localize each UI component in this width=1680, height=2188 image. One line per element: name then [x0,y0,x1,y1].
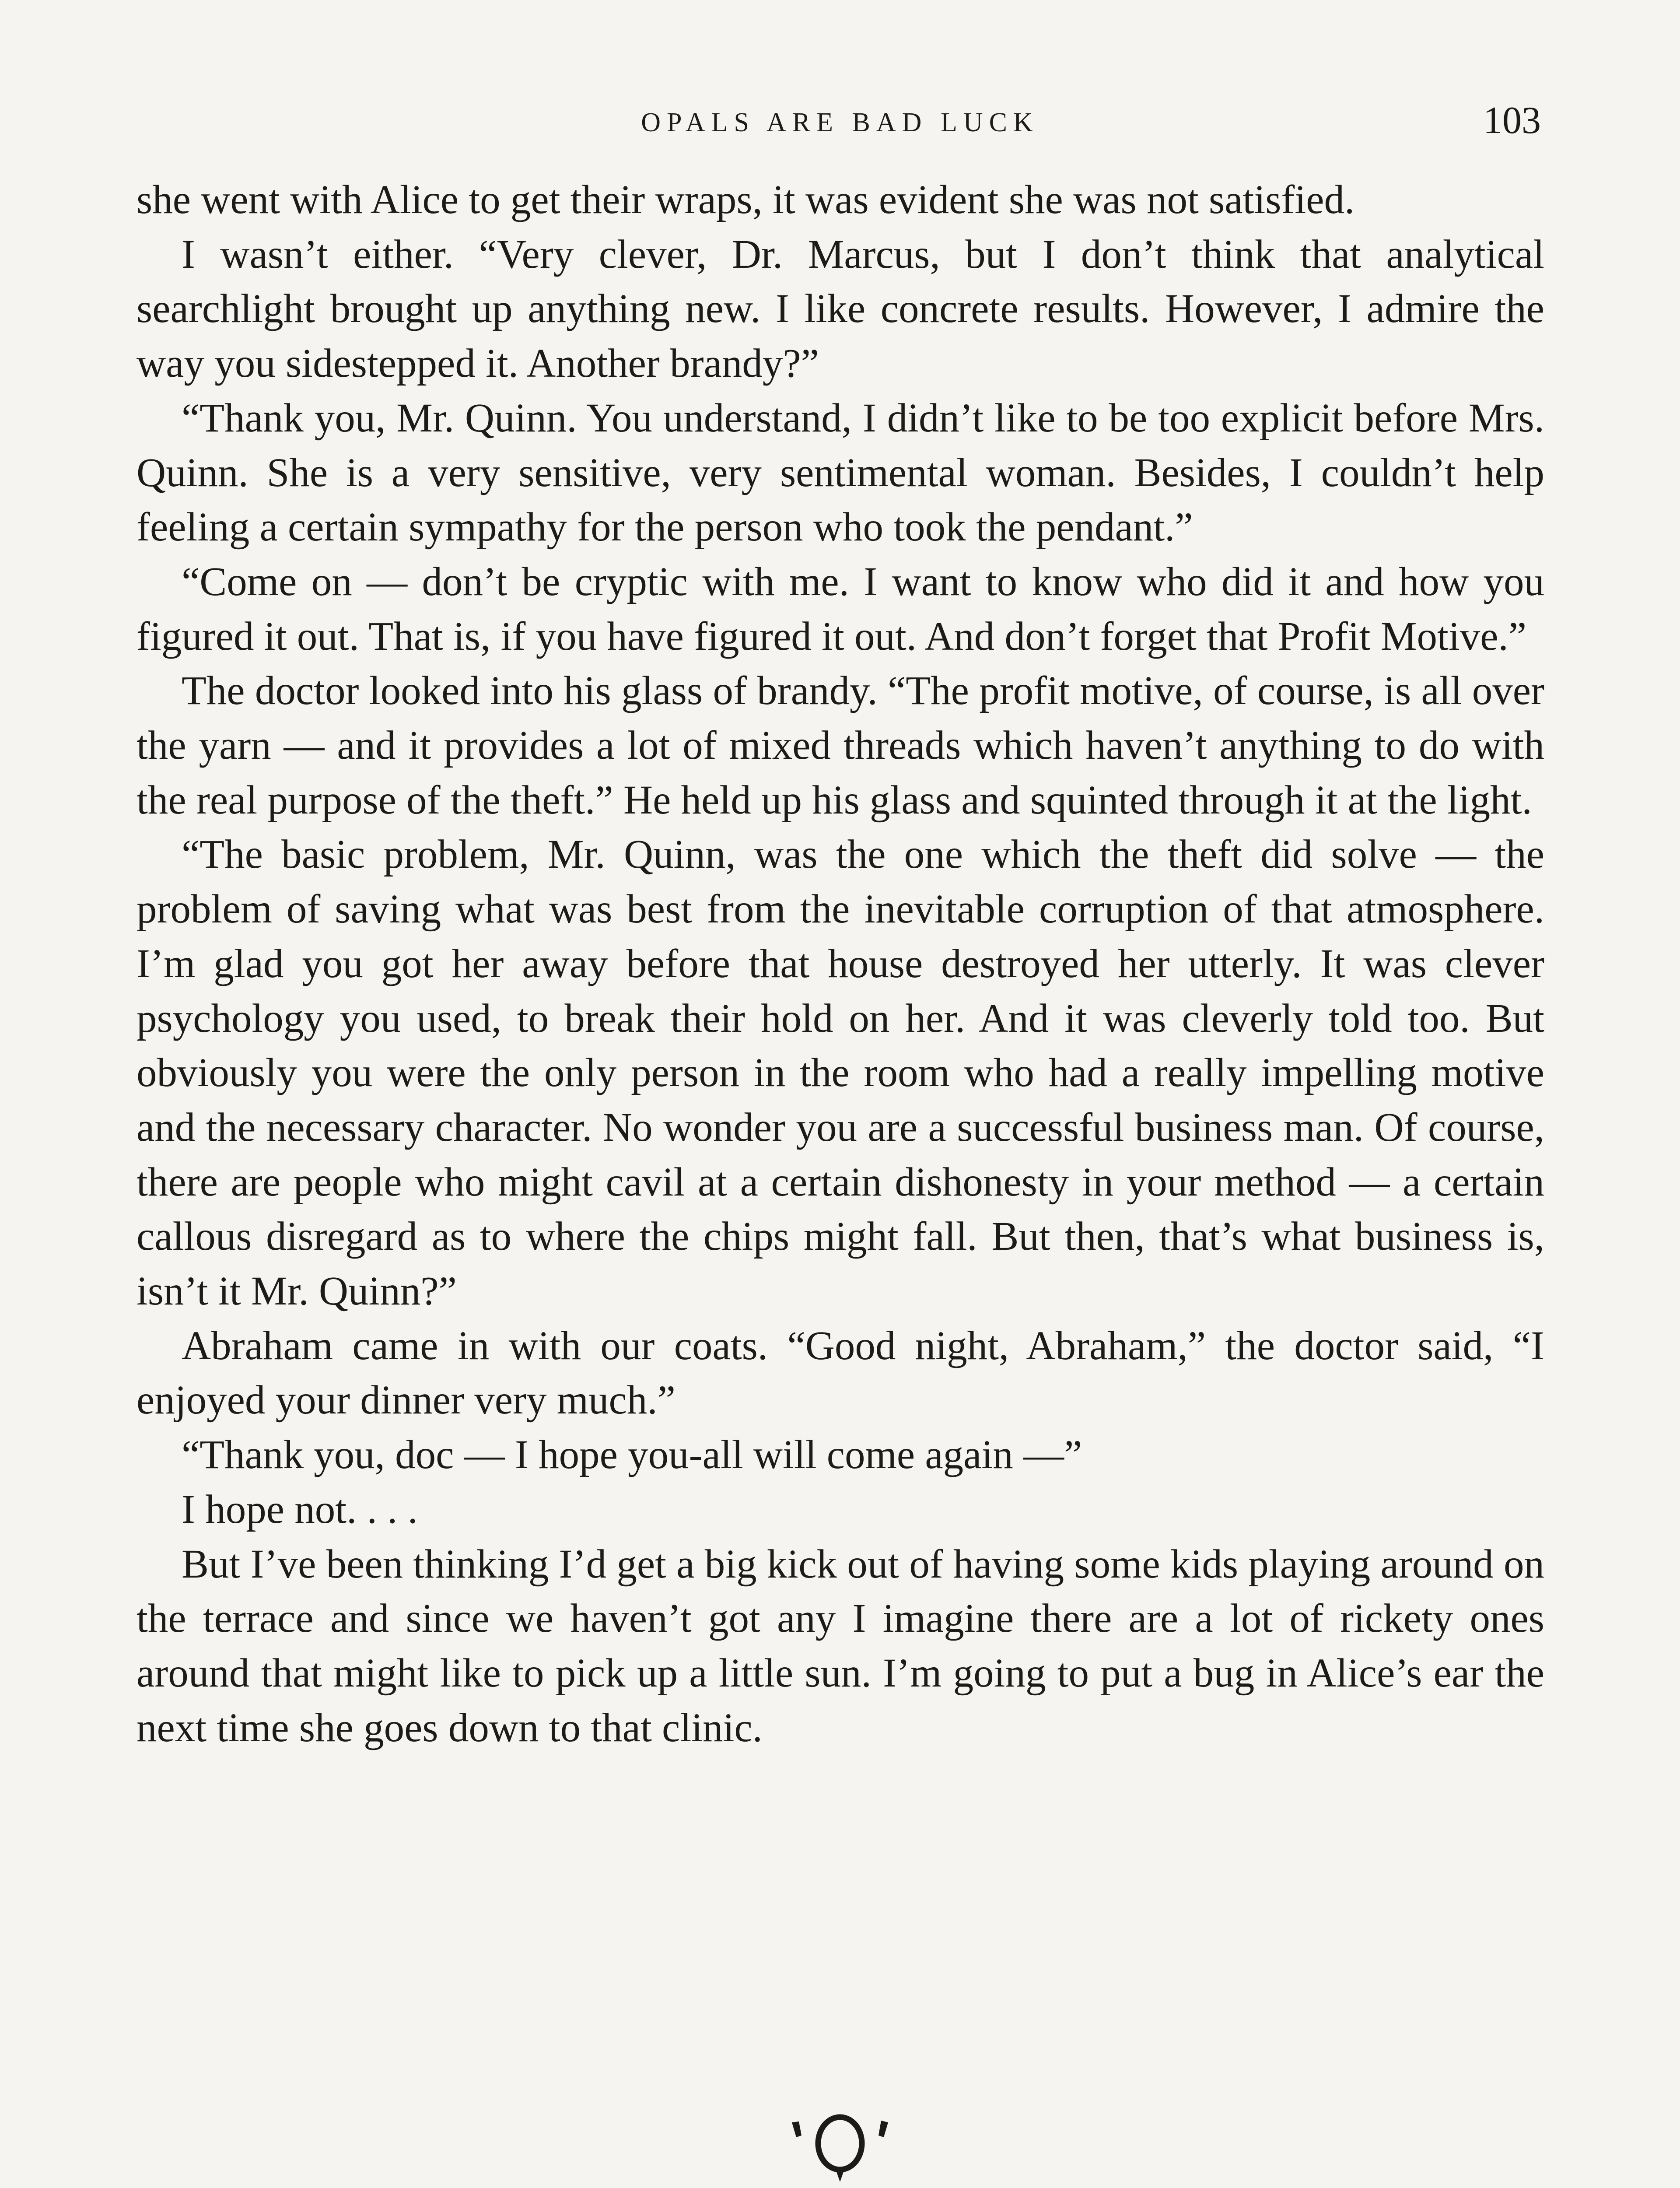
paragraph: she went with Alice to get their wraps, it was evident she was not satisfied. [136,177,1355,222]
running-title: OPALS ARE BAD LUCK [641,108,1039,137]
page-header [0,98,1680,151]
paragraph: “Come on — don’t be cryptic with me. I want to know who did it and how you figured it out. That is, if you have figured it out. And don’t forget that Profit Motive.” [136,559,1544,659]
paragraph: Abraham came in with our coats. “Good night, Abraham,” the doctor said, “I enjoyed your dinner very much.” [136,1323,1544,1423]
paragraph: “Thank you, Mr. Quinn. You understand, I didn’t like to be too explicit before Mrs. Quinn. She is a very sensitive, very sentimental woman. Besides, I couldn’t help feeling a certain sympathy for the person who took the pendant.” [136,395,1544,550]
opal-ring-icon [774,2105,906,2184]
page-number: 103 [1483,99,1541,142]
paragraph: The doctor looked into his glass of brandy. “The profit motive, of course, is all over the yarn — and it provides a lot of mixed threads which haven’t anything to do with the real purpose of the theft.” He held up his glass and squinted through it at the light. [136,668,1544,823]
body-text [136,173,1544,1755]
paragraph: I hope not. . . . [182,1487,418,1532]
paragraph: I wasn’t either. “Very clever, Dr. Marcus, but I don’t think that analytical searchlight brought up anything new. I like concrete results. However, I admire the way you sidestepped it. Another brandy?” [136,231,1544,386]
paragraph: “The basic problem, Mr. Quinn, was the one which the theft did solve — the problem of saving what was best from the inevitable corruption of that atmosphere. I’m glad you got her away before that house destroyed her utterly. It was clever psychology you used, to break their hold on her. And it was cleverly told too. But obviously you were the only person in the room who had a really impelling motive and the necessary character. No wonder you are a successful business man. Of course, there are people who might cavil at a certain dishonesty in your method — a certain callous disregard as to where the chips might fall. But then, that’s what business is, isn’t it Mr. Quinn?” [136,832,1544,1314]
paragraph: But I’ve been thinking I’d get a big kick out of having some kids playing around on the terrace and since we haven’t got any I imagine there are a lot of rickety ones around that might like to pick up a little sun. I’m going to put a bug in Alice’s ear the next time she goes down to that clinic. [136,1541,1544,1750]
paragraph: “Thank you, doc — I hope you-all will come again —” [182,1432,1082,1478]
